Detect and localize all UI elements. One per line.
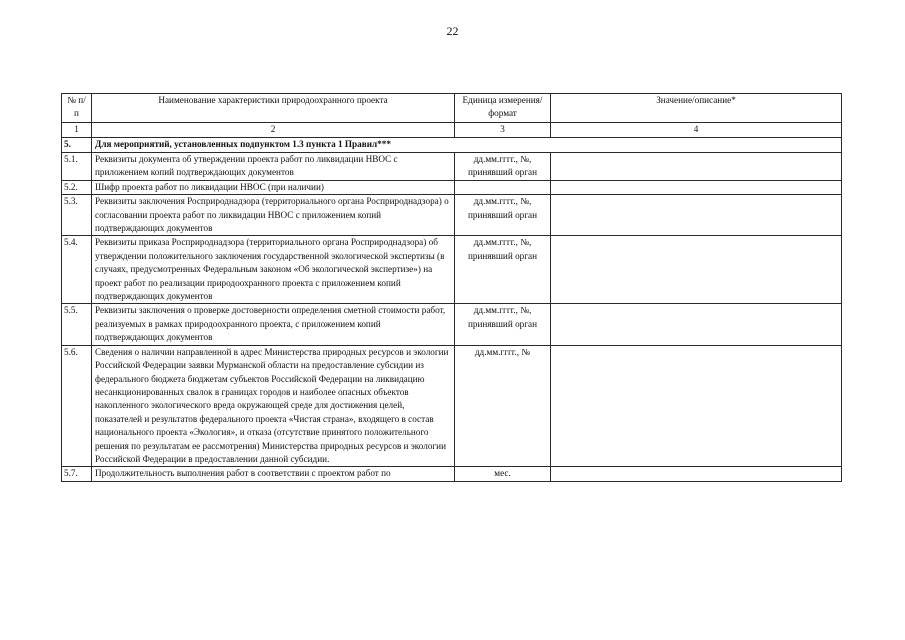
row-characteristic: Реквизиты приказа Росприроднадзора (территориального органа Росприроднадзора) об утверждении положительного заключения государственной экологической экспертизы (в случаях, предусмотренных Федеральным законом «Об экологической экспертизе») на проект работ по реализации природоохранного проекта с приложением копий подтверждающих документов xyxy=(92,236,455,304)
row-number: 5.1. xyxy=(62,153,92,181)
row-characteristic: Реквизиты заключения о проверке достоверности определения сметной стоимости работ, реализуемых в рамках природоохранного проекта, с приложением копий подтверждающих документов xyxy=(92,304,455,345)
row-characteristic: Продолжительность выполнения работ в соответствии с проектом работ по xyxy=(92,467,455,481)
header-row xyxy=(62,94,842,123)
row-value xyxy=(551,236,842,304)
header-characteristic: Наименование характеристики природоохранного проекта xyxy=(92,94,455,123)
row-number: 5.5. xyxy=(62,304,92,345)
column-numbers-row xyxy=(62,123,842,138)
column-number: 2 xyxy=(92,123,455,138)
row-unit: дд.мм.гггг., №, принявший орган xyxy=(455,195,551,236)
row-characteristic: Шифр проекта работ по ликвидации НВОС (при наличии) xyxy=(92,180,455,194)
column-number: 1 xyxy=(62,123,92,138)
column-number: 3 xyxy=(455,123,551,138)
project-characteristics-table xyxy=(61,93,842,482)
row-characteristic: Сведения о наличии направленной в адрес Министерства природных ресурсов и экологии Российской Федерации заявки Мурманской области на предоставление субсидии из федерального бюджета бюджетам субъектов Российской Федерации на ликвидацию несанкционированных свалок в границах городов и наиболее опасных объектов накопленного экологического вреда окружающей среде для достижения целей, показателей и результатов федерального проекта «Чистая страна», входящего в состав национального проекта «Экология», и отказа (отсутствие принятого положительного решения по результатам ее рассмотрения) Министерства природных ресурсов и экологии Российской Федерации в предоставлении данной субсидии. xyxy=(92,345,455,467)
table-row xyxy=(62,180,842,194)
table-row xyxy=(62,153,842,181)
row-number: 5.3. xyxy=(62,195,92,236)
row-value xyxy=(551,345,842,467)
row-unit: дд.мм.гггг., № xyxy=(455,345,551,467)
table-row xyxy=(62,236,842,304)
table-row xyxy=(62,195,842,236)
table-row xyxy=(62,345,842,467)
row-number: 5.4. xyxy=(62,236,92,304)
row-unit: дд.мм.гггг., №, принявший орган xyxy=(455,304,551,345)
row-number: 5.6. xyxy=(62,345,92,467)
section-number: 5. xyxy=(62,138,92,153)
table-row xyxy=(62,304,842,345)
table-row xyxy=(62,467,842,481)
section-row xyxy=(62,138,842,153)
row-unit: дд.мм.гггг., №, принявший орган xyxy=(455,236,551,304)
page-number: 22 xyxy=(446,24,459,38)
header-unit: Единица измерения/формат xyxy=(455,94,551,123)
column-number: 4 xyxy=(551,123,842,138)
row-number: 5.2. xyxy=(62,180,92,194)
row-value xyxy=(551,195,842,236)
row-value xyxy=(551,304,842,345)
header-value: Значение/описание* xyxy=(551,94,842,123)
row-value xyxy=(551,180,842,194)
row-characteristic: Реквизиты документа об утверждении проекта работ по ликвидации НВОС с приложением копий подтверждающих документов xyxy=(92,153,455,181)
row-unit: мес. xyxy=(455,467,551,481)
row-number: 5.7. xyxy=(62,467,92,481)
row-unit: дд.мм.гггг., №, принявший орган xyxy=(455,153,551,181)
header-number: № п/п xyxy=(62,94,92,123)
row-value xyxy=(551,467,842,481)
row-unit xyxy=(455,180,551,194)
section-title: Для мероприятий, установленных подпунктом 1.3 пункта 1 Правил*** xyxy=(92,138,842,153)
row-value xyxy=(551,153,842,181)
row-characteristic: Реквизиты заключения Росприроднадзора (территориального органа Росприроднадзора) о согласовании проекта работ по ликвидации НВОС с приложением копий подтверждающих документов xyxy=(92,195,455,236)
